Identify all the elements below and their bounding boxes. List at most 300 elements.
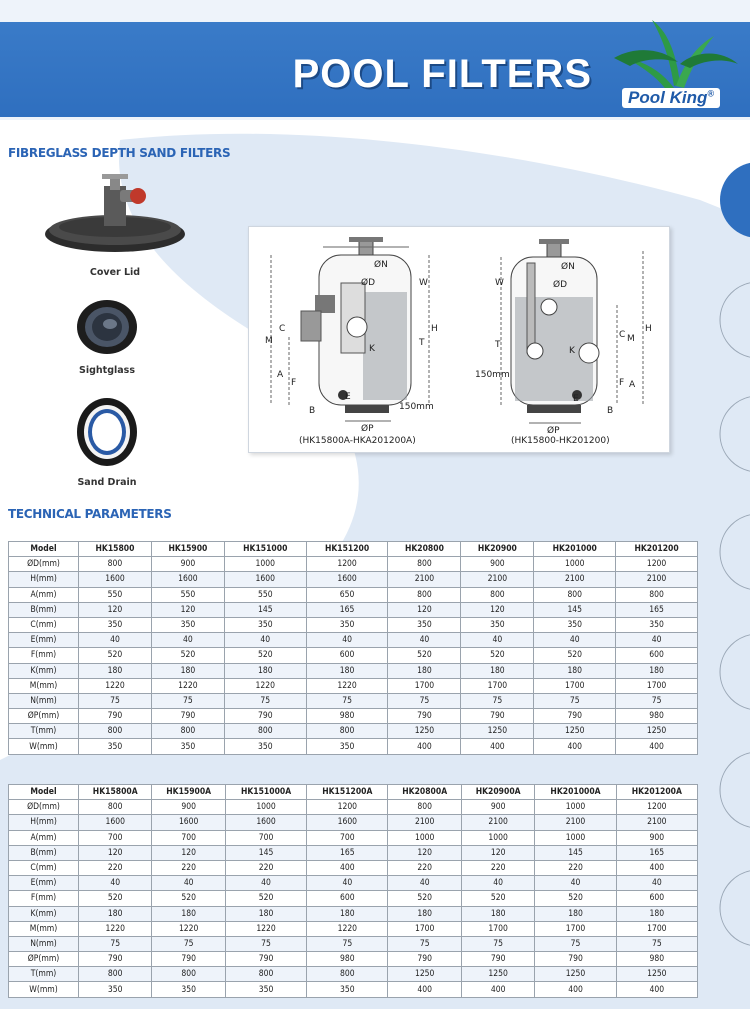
- table-cell: 165: [306, 602, 388, 617]
- row-label-cell: A(mm): [9, 587, 79, 602]
- table-header-row: [9, 785, 698, 800]
- table-row: [9, 800, 698, 815]
- table-cell: 1600: [152, 815, 225, 830]
- table-cell: 1700: [461, 921, 534, 936]
- table-cell: 520: [224, 648, 306, 663]
- table-cell: 900: [151, 557, 224, 572]
- table-cell: 180: [79, 906, 152, 921]
- table-cell: 145: [534, 602, 616, 617]
- label-e-right: E: [573, 394, 579, 404]
- row-label-cell: ØP(mm): [9, 709, 79, 724]
- product-cover-lid: [40, 172, 190, 278]
- label-c-right: C: [619, 330, 626, 340]
- sightglass-caption: Sightglass: [79, 365, 135, 376]
- table-cell: 220: [225, 860, 306, 875]
- table-cell: 400: [616, 860, 697, 875]
- table-header-cell: HK201200A: [616, 785, 697, 800]
- table-cell: 40: [224, 633, 306, 648]
- label-k-right: K: [569, 346, 575, 356]
- table-row: [9, 952, 698, 967]
- table-cell: 550: [224, 587, 306, 602]
- table-row: [9, 587, 698, 602]
- side-tab-outline-3: [718, 512, 750, 592]
- label-op-right: ØP: [547, 426, 560, 436]
- table-cell: 1600: [307, 815, 388, 830]
- table-cell: 520: [152, 891, 225, 906]
- table-cell: 1600: [225, 815, 306, 830]
- label-t-left: T: [419, 338, 425, 348]
- table-cell: 550: [151, 587, 224, 602]
- row-label-cell: T(mm): [9, 967, 79, 982]
- table-cell: 350: [151, 739, 224, 754]
- table-cell: 220: [535, 860, 616, 875]
- table-cell: 800: [388, 800, 461, 815]
- label-od-left: ØD: [361, 278, 376, 288]
- table-cell: 40: [152, 876, 225, 891]
- table-cell: 40: [388, 876, 461, 891]
- table-cell: 350: [616, 617, 698, 632]
- table-cell: 1000: [388, 830, 461, 845]
- table-cell: 790: [152, 952, 225, 967]
- table-cell: 75: [616, 693, 698, 708]
- label-f-right: F: [619, 378, 625, 388]
- label-150mm-left: 150mm: [399, 402, 434, 412]
- table-cell: 980: [616, 952, 697, 967]
- table-cell: 180: [461, 906, 534, 921]
- table-cell: 40: [225, 876, 306, 891]
- table-header-cell: HK201000A: [535, 785, 616, 800]
- row-label-cell: F(mm): [9, 648, 79, 663]
- table-cell: 800: [224, 724, 306, 739]
- sand-drain-caption: Sand Drain: [77, 477, 137, 488]
- table-cell: 520: [388, 648, 461, 663]
- table-row: [9, 921, 698, 936]
- table-header-cell: HK20900: [461, 542, 534, 557]
- table-row: [9, 739, 698, 754]
- filter-diagram: [248, 226, 670, 453]
- table-header-cell: HK20800: [388, 542, 461, 557]
- table-cell: 40: [79, 876, 152, 891]
- table-cell: 1000: [535, 800, 616, 815]
- side-tab-outline-2: [718, 394, 750, 474]
- table-cell: 1700: [388, 678, 461, 693]
- table-row: [9, 648, 698, 663]
- table-cell: 180: [461, 663, 534, 678]
- table-cell: 220: [388, 860, 461, 875]
- table-row: [9, 891, 698, 906]
- table-row: [9, 663, 698, 678]
- table-header-cell: Model: [9, 785, 79, 800]
- table-row: [9, 967, 698, 982]
- table-row: [9, 678, 698, 693]
- table-cell: 180: [534, 663, 616, 678]
- brand-name: [622, 88, 720, 108]
- table-header-cell: HK151000: [224, 542, 306, 557]
- table-cell: 75: [152, 936, 225, 951]
- side-tab-outline-5: [718, 750, 750, 830]
- table-cell: 520: [461, 891, 534, 906]
- table-cell: 790: [224, 709, 306, 724]
- table-row: [9, 572, 698, 587]
- table-cell: 75: [79, 693, 152, 708]
- table-cell: 550: [79, 587, 152, 602]
- table-cell: 520: [225, 891, 306, 906]
- table-cell: 350: [388, 617, 461, 632]
- row-label-cell: W(mm): [9, 739, 79, 754]
- row-label-cell: H(mm): [9, 572, 79, 587]
- table-cell: 350: [79, 617, 152, 632]
- table-cell: 180: [152, 906, 225, 921]
- table-cell: 180: [151, 663, 224, 678]
- table-cell: 120: [152, 845, 225, 860]
- table-cell: 800: [79, 800, 152, 815]
- table-cell: 790: [535, 952, 616, 967]
- table-cell: 145: [224, 602, 306, 617]
- table-cell: 800: [79, 557, 152, 572]
- filters-section-title: FIBREGLASS DEPTH SAND FILTERS: [8, 146, 231, 160]
- table-cell: 2100: [616, 815, 697, 830]
- table-cell: 2100: [616, 572, 698, 587]
- table-cell: 800: [534, 587, 616, 602]
- table-cell: 1000: [225, 800, 306, 815]
- table-row: [9, 617, 698, 632]
- row-label-cell: ØP(mm): [9, 952, 79, 967]
- table-cell: 1600: [79, 815, 152, 830]
- table-cell: 180: [79, 663, 152, 678]
- table-cell: 40: [534, 633, 616, 648]
- table-cell: 1220: [79, 678, 152, 693]
- table-cell: 350: [534, 617, 616, 632]
- table-cell: 220: [461, 860, 534, 875]
- table-row: [9, 693, 698, 708]
- table-cell: 1250: [535, 967, 616, 982]
- table-cell: 350: [225, 982, 306, 997]
- table-cell: 400: [307, 860, 388, 875]
- side-tab-outline-6: [718, 868, 750, 948]
- table-cell: 1700: [616, 678, 698, 693]
- row-label-cell: C(mm): [9, 617, 79, 632]
- table-cell: 1700: [388, 921, 461, 936]
- table-cell: 790: [534, 709, 616, 724]
- table-cell: 220: [79, 860, 152, 875]
- table-cell: 400: [461, 982, 534, 997]
- table-cell: 75: [225, 936, 306, 951]
- table-cell: 790: [79, 709, 152, 724]
- label-e-left: E: [345, 392, 351, 402]
- table-cell: 520: [79, 891, 152, 906]
- label-op-left: ØP: [361, 424, 374, 434]
- table-cell: 980: [616, 709, 698, 724]
- table-cell: 790: [388, 952, 461, 967]
- table-header-cell: HK15900: [151, 542, 224, 557]
- table-cell: 2100: [535, 815, 616, 830]
- table-cell: 40: [535, 876, 616, 891]
- table-cell: 790: [388, 709, 461, 724]
- row-label-cell: A(mm): [9, 830, 79, 845]
- table-cell: 800: [152, 967, 225, 982]
- table-cell: 350: [151, 617, 224, 632]
- table-cell: 1220: [152, 921, 225, 936]
- table-cell: 800: [151, 724, 224, 739]
- table-header-cell: HK151000A: [225, 785, 306, 800]
- table-cell: 1000: [534, 557, 616, 572]
- table-cell: 1250: [534, 724, 616, 739]
- table-cell: 1220: [307, 921, 388, 936]
- table-cell: 1600: [151, 572, 224, 587]
- table-cell: 400: [388, 982, 461, 997]
- table-cell: 1200: [307, 800, 388, 815]
- table-cell: 2100: [388, 572, 461, 587]
- table-cell: 75: [79, 936, 152, 951]
- table-cell: 120: [461, 602, 534, 617]
- row-label-cell: B(mm): [9, 602, 79, 617]
- page-title: POOL FILTERS: [292, 52, 592, 96]
- table-cell: 520: [534, 648, 616, 663]
- label-h-right: H: [645, 324, 652, 334]
- table-cell: 165: [307, 845, 388, 860]
- table-cell: 180: [224, 663, 306, 678]
- label-c-left: C: [279, 324, 286, 334]
- table-cell: 75: [616, 936, 697, 951]
- sightglass-image: [72, 298, 142, 356]
- table-cell: 790: [151, 709, 224, 724]
- table-cell: 1700: [616, 921, 697, 936]
- table-body: [9, 800, 698, 997]
- table-cell: 800: [307, 967, 388, 982]
- row-label-cell: B(mm): [9, 845, 79, 860]
- table-cell: 1700: [534, 678, 616, 693]
- row-label-cell: M(mm): [9, 678, 79, 693]
- table-cell: 2100: [388, 815, 461, 830]
- table-cell: 75: [388, 936, 461, 951]
- table-header-row: [9, 542, 698, 557]
- table-cell: 700: [307, 830, 388, 845]
- table-cell: 350: [224, 739, 306, 754]
- table-header-cell: HK15800A: [79, 785, 152, 800]
- table-cell: 900: [461, 800, 534, 815]
- table-cell: 145: [225, 845, 306, 860]
- table-cell: 40: [616, 876, 697, 891]
- table-cell: 165: [616, 602, 698, 617]
- table-cell: 520: [388, 891, 461, 906]
- table-cell: 1600: [224, 572, 306, 587]
- table-header-cell: HK201200: [616, 542, 698, 557]
- table-cell: 180: [225, 906, 306, 921]
- table-cell: 1000: [461, 830, 534, 845]
- table-cell: 350: [307, 982, 388, 997]
- row-label-cell: ØD(mm): [9, 800, 79, 815]
- label-a-right: A: [629, 380, 636, 390]
- table-cell: 1600: [79, 572, 152, 587]
- table-cell: 800: [306, 724, 388, 739]
- table-cell: 790: [461, 709, 534, 724]
- table-cell: 2100: [461, 815, 534, 830]
- brand-logo: [604, 6, 744, 110]
- table-cell: 400: [616, 982, 697, 997]
- table-row: [9, 982, 698, 997]
- row-label-cell: M(mm): [9, 921, 79, 936]
- sand-drain-image: [66, 396, 148, 468]
- table-cell: 1700: [461, 678, 534, 693]
- table-row: [9, 815, 698, 830]
- table-cell: 180: [388, 906, 461, 921]
- table-cell: 1220: [306, 678, 388, 693]
- brand-text: Pool King: [628, 88, 708, 107]
- table-cell: 700: [152, 830, 225, 845]
- label-m-right: M: [627, 334, 635, 344]
- table-cell: 900: [461, 557, 534, 572]
- label-k-left: K: [369, 344, 375, 354]
- table-header-cell: HK201000: [534, 542, 616, 557]
- table-row: [9, 602, 698, 617]
- table-cell: 800: [79, 724, 152, 739]
- row-label-cell: T(mm): [9, 724, 79, 739]
- table-cell: 350: [306, 617, 388, 632]
- table-cell: 120: [388, 602, 461, 617]
- table-cell: 700: [79, 830, 152, 845]
- table-cell: 1700: [535, 921, 616, 936]
- table-cell: 790: [79, 952, 152, 967]
- table-cell: 75: [534, 693, 616, 708]
- label-h-left: H: [431, 324, 438, 334]
- table-cell: 75: [535, 936, 616, 951]
- table-cell: 1200: [306, 557, 388, 572]
- table-cell: 520: [79, 648, 152, 663]
- table-row: [9, 709, 698, 724]
- label-b-right: B: [607, 406, 614, 416]
- table-body: [9, 557, 698, 754]
- label-b-left: B: [309, 406, 316, 416]
- params-section-title: TECHNICAL PARAMETERS: [8, 507, 172, 521]
- table-cell: 800: [388, 557, 461, 572]
- table-cell: 1250: [616, 967, 697, 982]
- product-sand-drain: [66, 396, 148, 488]
- table-cell: 75: [388, 693, 461, 708]
- table-row: [9, 860, 698, 875]
- table-cell: 75: [461, 936, 534, 951]
- table-cell: 700: [225, 830, 306, 845]
- row-label-cell: C(mm): [9, 860, 79, 875]
- table-cell: 120: [79, 602, 152, 617]
- table-row: [9, 557, 698, 572]
- table-row: [9, 633, 698, 648]
- table-cell: 800: [388, 587, 461, 602]
- table-cell: 980: [306, 709, 388, 724]
- table-cell: 350: [461, 617, 534, 632]
- table-cell: 120: [79, 845, 152, 860]
- table-cell: 400: [616, 739, 698, 754]
- table-cell: 1250: [461, 967, 534, 982]
- table-cell: 400: [534, 739, 616, 754]
- table-cell: 520: [461, 648, 534, 663]
- table-cell: 1220: [224, 678, 306, 693]
- label-a-left: A: [277, 370, 284, 380]
- product-sightglass: [72, 298, 142, 376]
- label-150mm-right: 150mm: [475, 370, 510, 380]
- table-cell: 600: [306, 648, 388, 663]
- table-cell: 75: [224, 693, 306, 708]
- table-cell: 75: [307, 936, 388, 951]
- table-cell: 75: [151, 693, 224, 708]
- side-tab-outline-4: [718, 632, 750, 712]
- side-tab-outline-1: [718, 280, 750, 360]
- label-f-left: F: [291, 378, 297, 388]
- label-on-left: ØN: [374, 260, 388, 270]
- table-cell: 180: [535, 906, 616, 921]
- table-cell: 350: [79, 739, 152, 754]
- table-cell: 40: [79, 633, 152, 648]
- row-label-cell: E(mm): [9, 876, 79, 891]
- table-cell: 1220: [225, 921, 306, 936]
- table-cell: 980: [307, 952, 388, 967]
- table-cell: 1000: [224, 557, 306, 572]
- table-cell: 75: [306, 693, 388, 708]
- table-row: [9, 906, 698, 921]
- table-header-cell: HK151200: [306, 542, 388, 557]
- table-cell: 120: [151, 602, 224, 617]
- label-w-left: W: [419, 278, 428, 288]
- table-row: [9, 830, 698, 845]
- table-cell: 40: [307, 876, 388, 891]
- left-diagram-caption: (HK15800A-HKA201200A): [299, 436, 416, 446]
- table-cell: 120: [461, 845, 534, 860]
- table-cell: 180: [306, 663, 388, 678]
- table-cell: 1220: [151, 678, 224, 693]
- table-cell: 790: [461, 952, 534, 967]
- table-cell: 900: [616, 830, 697, 845]
- table-header-cell: HK151200A: [307, 785, 388, 800]
- table-cell: 900: [152, 800, 225, 815]
- table-cell: 40: [151, 633, 224, 648]
- table-cell: 40: [306, 633, 388, 648]
- table-cell: 1250: [461, 724, 534, 739]
- table-header-cell: HK20800A: [388, 785, 461, 800]
- table-cell: 400: [388, 739, 461, 754]
- table-cell: 350: [224, 617, 306, 632]
- table-cell: 2100: [534, 572, 616, 587]
- table-cell: 520: [535, 891, 616, 906]
- table-row: [9, 936, 698, 951]
- table-cell: 145: [535, 845, 616, 860]
- table-cell: 120: [388, 845, 461, 860]
- table-header-cell: HK20900A: [461, 785, 534, 800]
- table-cell: 180: [616, 663, 698, 678]
- table-cell: 180: [388, 663, 461, 678]
- table-cell: 600: [616, 891, 697, 906]
- table-header-cell: HK15800: [79, 542, 152, 557]
- table-cell: 40: [388, 633, 461, 648]
- table-cell: 400: [461, 739, 534, 754]
- table-cell: 1250: [388, 724, 461, 739]
- table-cell: 350: [79, 982, 152, 997]
- table-header-cell: Model: [9, 542, 79, 557]
- table-cell: 1250: [616, 724, 698, 739]
- table-cell: 1600: [306, 572, 388, 587]
- table-cell: 1220: [79, 921, 152, 936]
- table-cell: 165: [616, 845, 697, 860]
- row-label-cell: ØD(mm): [9, 557, 79, 572]
- row-label-cell: K(mm): [9, 906, 79, 921]
- table-cell: 790: [225, 952, 306, 967]
- table-cell: 520: [151, 648, 224, 663]
- table-cell: 220: [152, 860, 225, 875]
- table-cell: 650: [306, 587, 388, 602]
- table-cell: 2100: [461, 572, 534, 587]
- table-cell: 800: [461, 587, 534, 602]
- row-label-cell: E(mm): [9, 633, 79, 648]
- row-label-cell: N(mm): [9, 693, 79, 708]
- table-cell: 600: [307, 891, 388, 906]
